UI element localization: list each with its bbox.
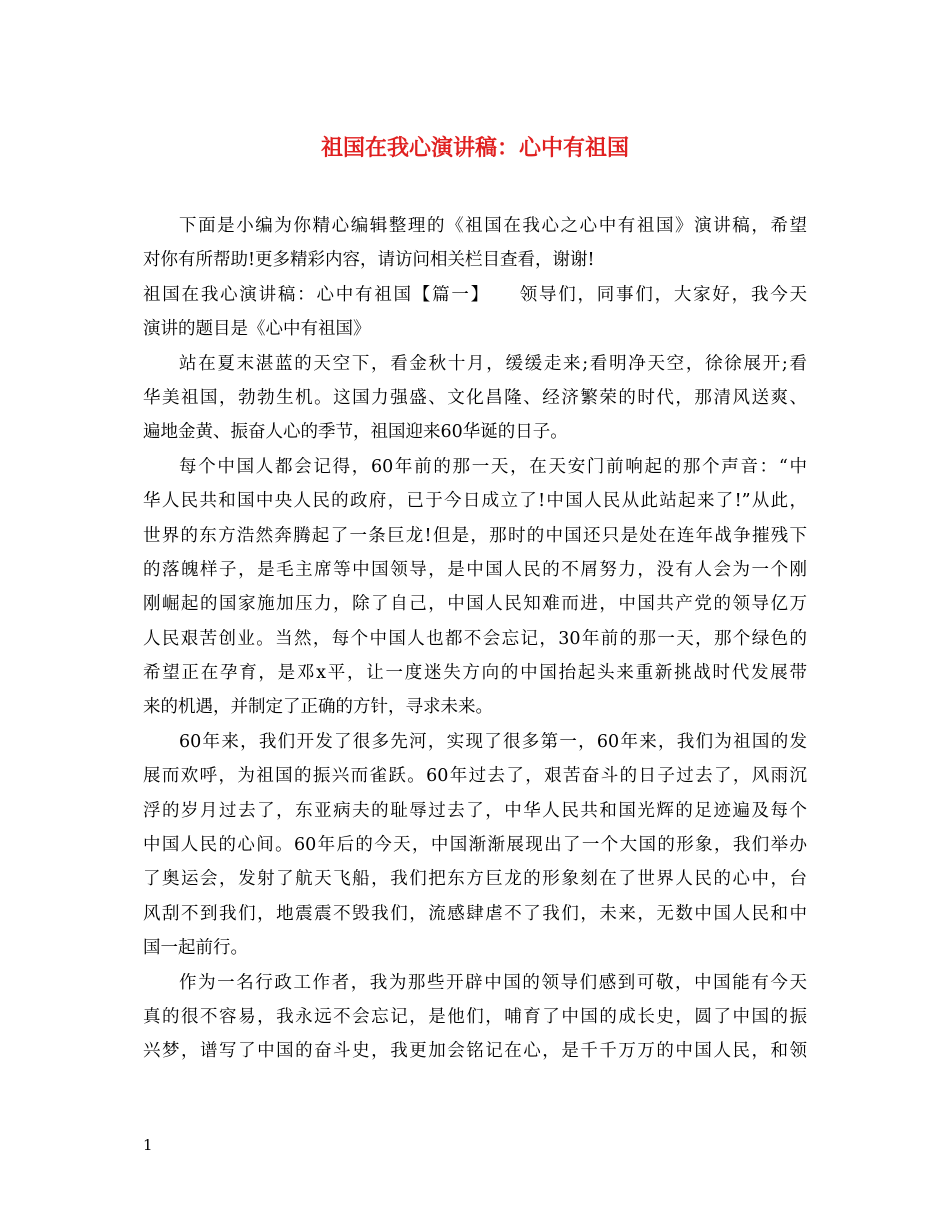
text-line: 世界的东方浩然奔腾起了一条巨龙!但是，那时的中国还只是处在连年战争摧残下 [143, 525, 807, 546]
text-line: 希望正在孕育，是邓x平，让一度迷失方向的中国抬起头来重新挑战时代发展带 [143, 663, 807, 684]
text-line: 国一起前行。 [143, 938, 248, 959]
text-line: 下面是小编为你精心编辑整理的《祖国在我心之心中有祖国》演讲稿，希望 [179, 216, 807, 236]
text-line: 真的很不容易，我永远不会忘记，是他们，哺育了中国的成长史，圆了中国的振 [143, 1006, 807, 1027]
text-line: 兴梦，谱写了中国的奋斗史，我更加会铭记在心，是千千万万的中国人民，和领 [143, 1041, 807, 1062]
text-line: 遍地金黄、振奋人心的季节，祖国迎来60华诞的日子。 [143, 422, 568, 443]
page-number: 1 [143, 1136, 153, 1154]
text-line: 站在夏末湛蓝的天空下，看金秋十月，缓缓走来;看明净天空，徐徐展开;看 [179, 353, 807, 374]
document-body [143, 209, 807, 1069]
document-title: 祖国在我心演讲稿：心中有祖国 [320, 135, 629, 161]
text-line: 风刮不到我们，地震震不毁我们，流感肆虐不了我们，未来，无数中国人民和中 [143, 903, 807, 924]
text-line: 华人民共和国中央人民的政府，已于今日成立了!中国人民从此站起来了!”从此， [143, 491, 807, 512]
text-line: 刚崛起的国家施加压力，除了自己，中国人民知难而进，中国共产党的领导亿万 [143, 594, 807, 615]
text-line: 的落魄样子，是毛主席等中国领导，是中国人民的不屑努力，没有人会为一个刚 [143, 559, 807, 580]
text-line: 展而欢呼，为祖国的振兴而雀跃。60年过去了，艰苦奋斗的日子过去了，风雨沉 [143, 766, 807, 787]
text-line: 祖国在我心演讲稿：心中有祖国【篇一】 领导们，同事们，大家好，我今天 [143, 284, 807, 305]
text-line: 对你有所帮助!更多精彩内容，请访问相关栏目查看，谢谢! [143, 250, 595, 271]
text-line: 来的机遇，并制定了正确的方针，寻求未来。 [143, 697, 493, 718]
text-line: 作为一名行政工作者，我为那些开辟中国的领导们感到可敬，中国能有今天 [179, 972, 807, 993]
text-line: 演讲的题目是《心中有祖国》 [143, 319, 371, 340]
text-line: 了奥运会，发射了航天飞船，我们把东方巨龙的形象刻在了世界人民的心中，台 [143, 869, 807, 890]
text-line: 60年来，我们开发了很多先河，实现了很多第一，60年来，我们为祖国的发 [179, 731, 807, 752]
text-line: 每个中国人都会记得，60年前的那一天，在天安门前响起的那个声音：“中 [179, 456, 807, 477]
text-line: 中国人民的心间。60年后的今天，中国渐渐展现出了一个大国的形象，我们举办 [143, 835, 807, 856]
text-line: 浮的岁月过去了，东亚病夫的耻辱过去了，中华人民共和国光辉的足迹遍及每个 [143, 800, 807, 821]
text-line: 人民艰苦创业。当然，每个中国人也都不会忘记，30年前的那一天，那个绿色的 [143, 628, 807, 649]
text-line: 华美祖国，勃勃生机。这国力强盛、文化昌隆、经济繁荣的时代，那清风送爽、 [143, 387, 807, 408]
